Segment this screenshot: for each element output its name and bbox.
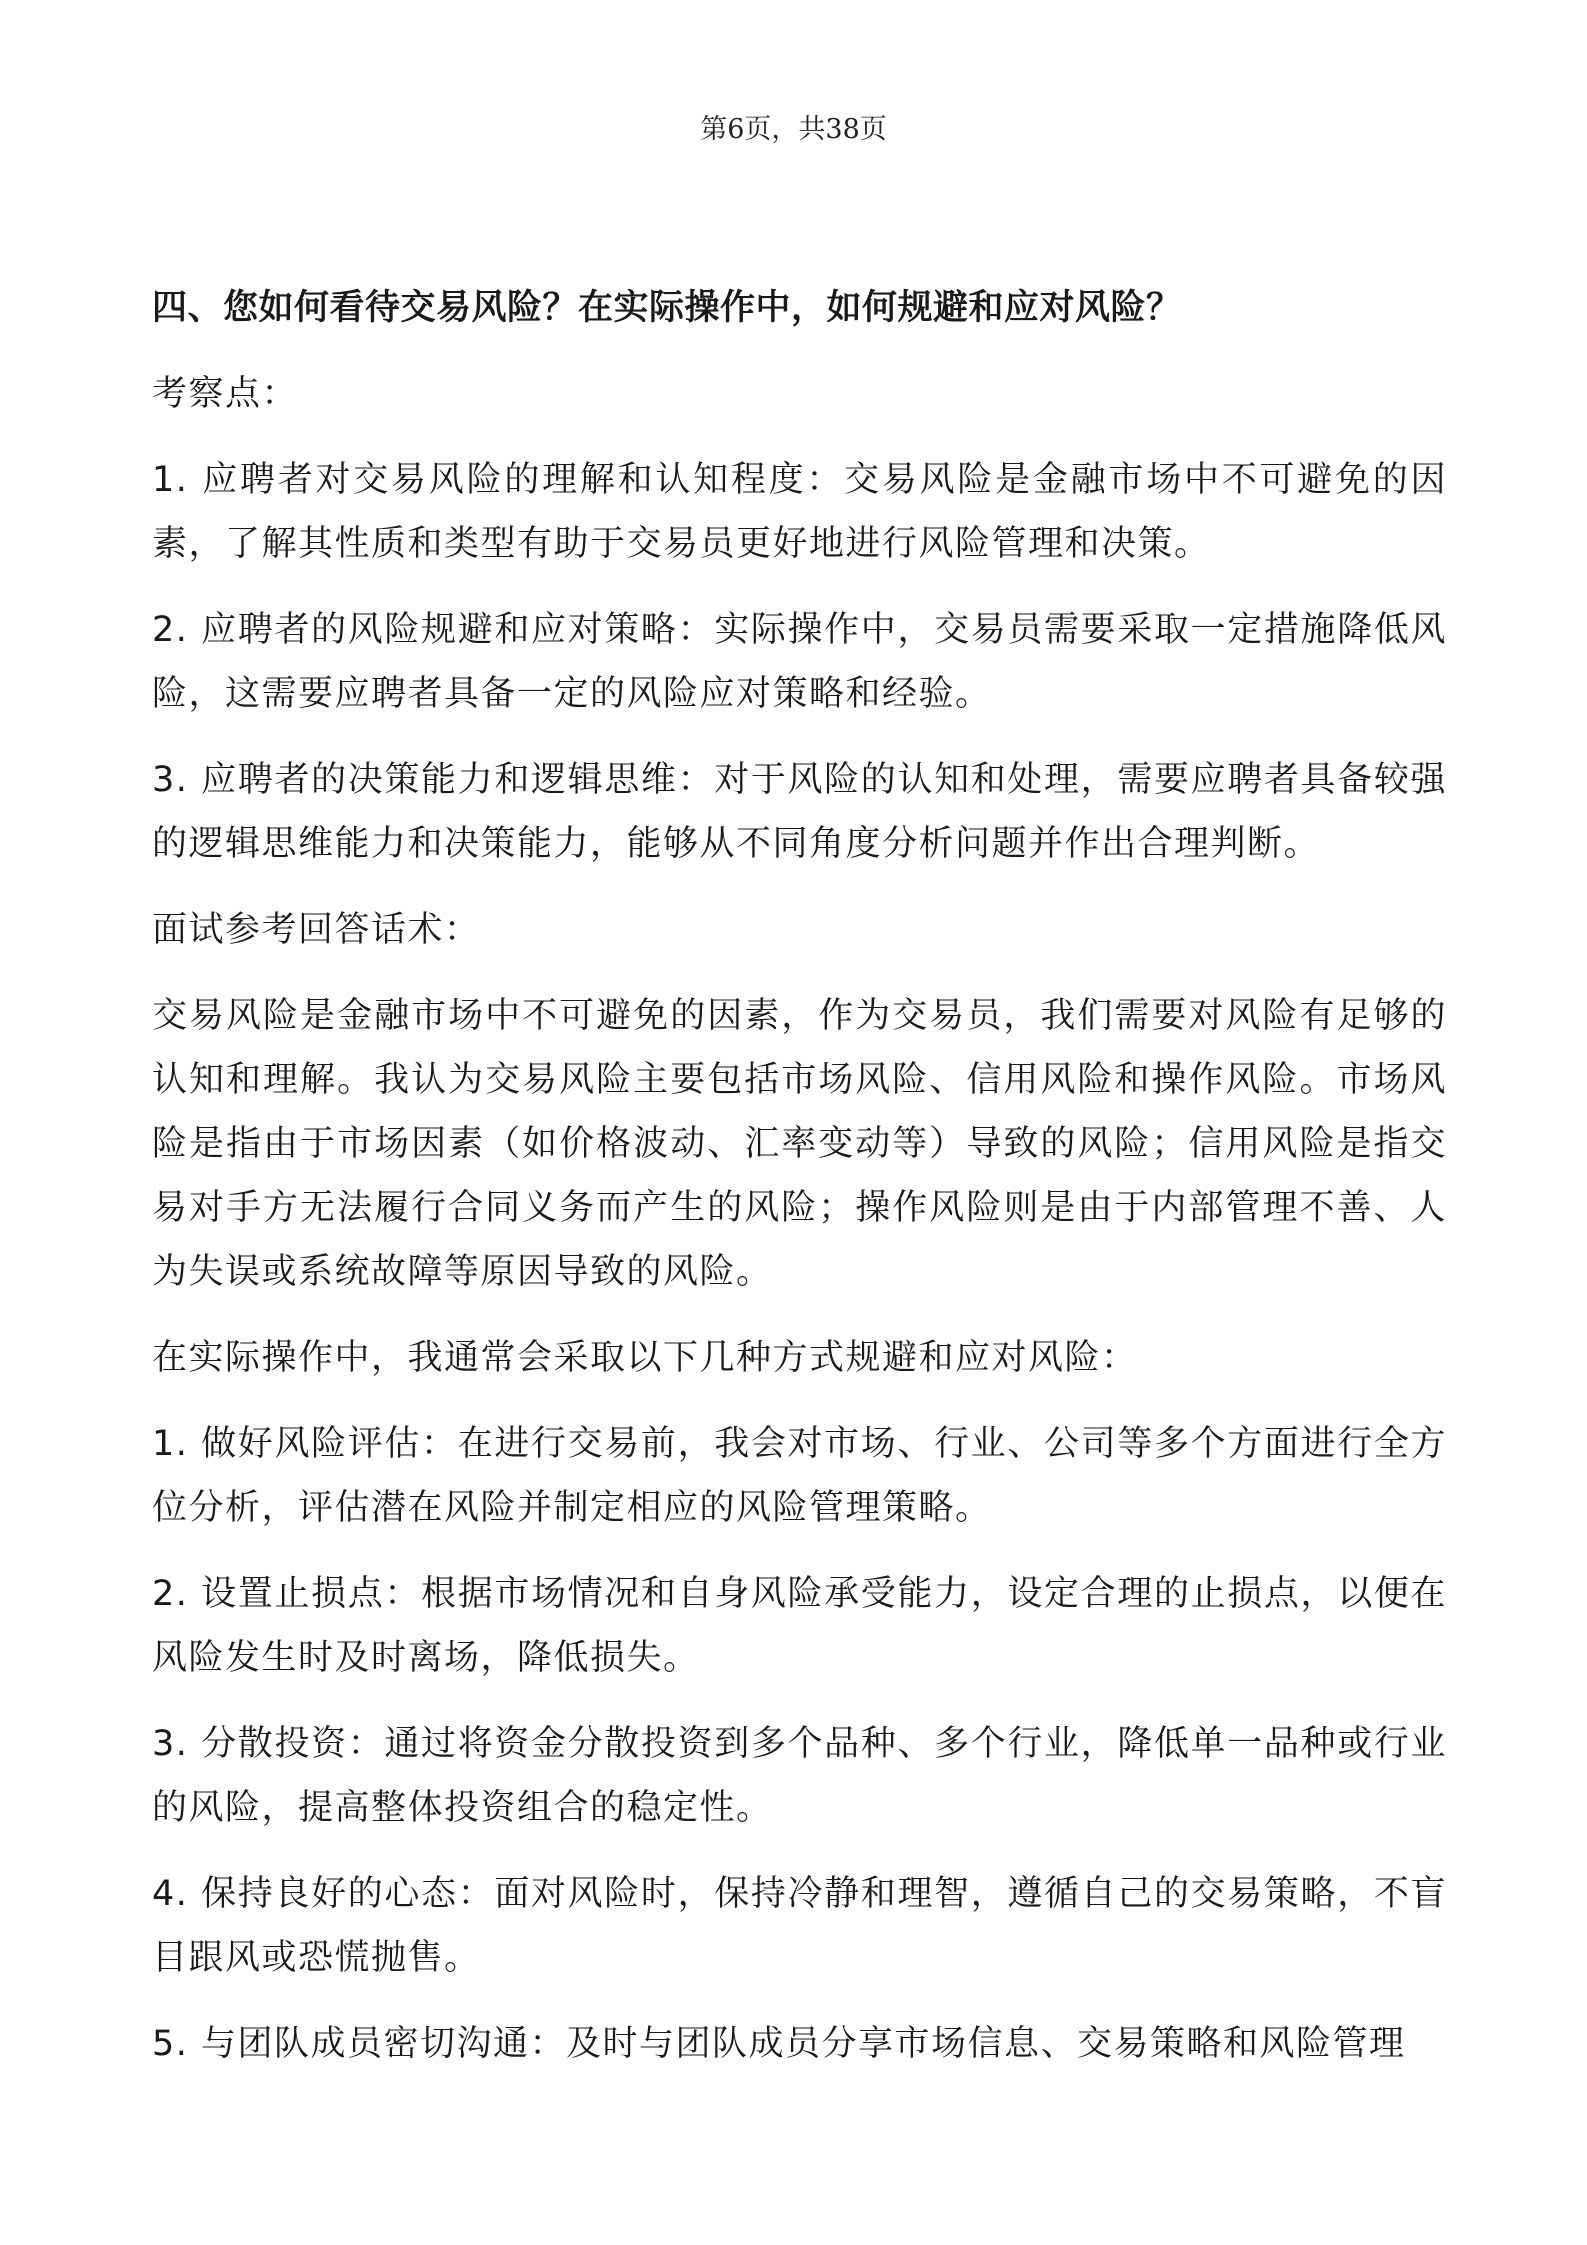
method-2: 2. 设置止损点：根据市场情况和自身风险承受能力，设定合理的止损点，以便在风险发生时及时离场，降低损失。: [152, 1574, 1447, 1678]
exam-point-3: 3. 应聘者的决策能力和逻辑思维：对于风险的认知和处理，需要应聘者具备较强的逻辑思维能力和决策能力，能够从不同角度分析问题并作出合理判断。: [152, 760, 1447, 864]
document-body: [152, 276, 1447, 2098]
answer-intro: 交易风险是金融市场中不可避免的因素，作为交易员，我们需要对风险有足够的认知和理解。我认为交易风险主要包括市场风险、信用风险和操作风险。市场风险是指由于市场因素（如价格波动、汇率变动等）导致的风险；信用风险是指交易对手方无法履行合同义务而产生的风险；操作风险则是由于内部管理不善、人为失误或系统故障等原因导致的风险。: [152, 996, 1447, 1292]
exam-points-label: 考察点：: [152, 374, 299, 414]
page-indicator: 第6页，共38页: [700, 114, 887, 145]
answer-label: 面试参考回答话术：: [152, 910, 481, 950]
method-4: 4. 保持良好的心态：面对风险时，保持冷静和理智，遵循自己的交易策略，不盲目跟风或恐慌抛售。: [152, 1874, 1447, 1978]
method-3: 3. 分散投资：通过将资金分散投资到多个品种、多个行业，降低单一品种或行业的风险，提高整体投资组合的稳定性。: [152, 1724, 1447, 1828]
method-5: 5. 与团队成员密切沟通：及时与团队成员分享市场信息、交易策略和风险管理: [152, 2024, 1406, 2064]
section-title: 四、您如何看待交易风险？在实际操作中，如何规避和应对风险？: [152, 288, 1182, 328]
exam-point-1: 1. 应聘者对交易风险的理解和认知程度：交易风险是金融市场中不可避免的因素，了解其性质和类型有助于交易员更好地进行风险管理和决策。: [152, 460, 1447, 564]
methods-intro: 在实际操作中，我通常会采取以下几种方式规避和应对风险：: [152, 1338, 1138, 1378]
method-1: 1. 做好风险评估：在进行交易前，我会对市场、行业、公司等多个方面进行全方位分析，评估潜在风险并制定相应的风险管理策略。: [152, 1424, 1447, 1528]
exam-point-2: 2. 应聘者的风险规避和应对策略：实际操作中，交易员需要采取一定措施降低风险，这需要应聘者具备一定的风险应对策略和经验。: [152, 610, 1447, 714]
